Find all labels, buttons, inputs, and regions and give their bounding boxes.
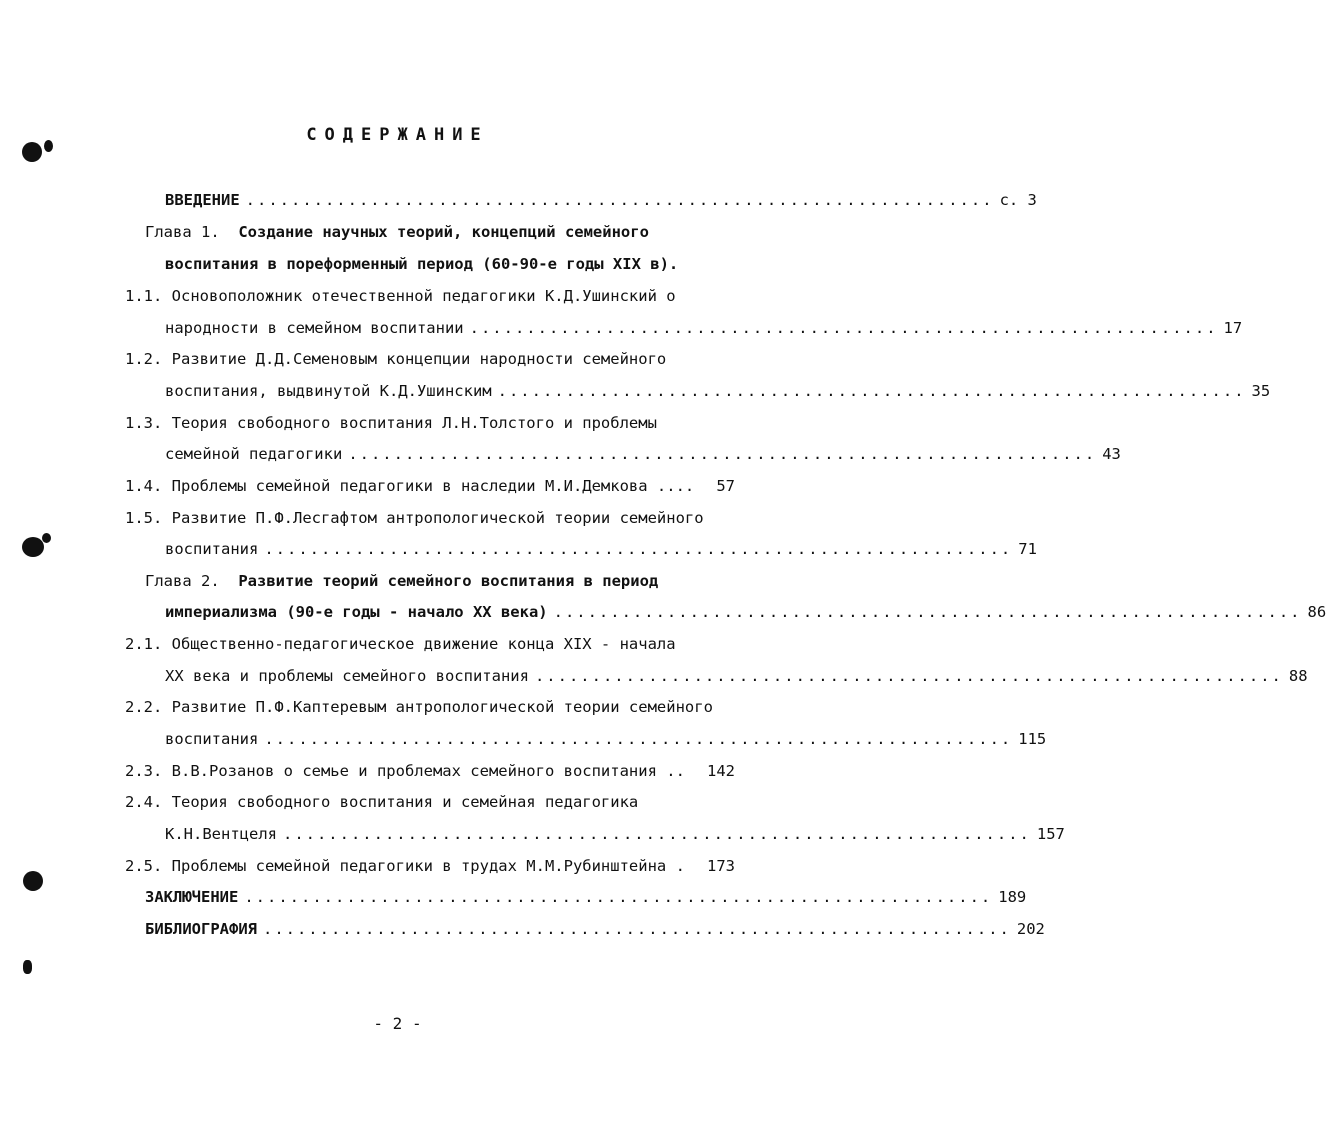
section-title: Проблемы семейной педагогики в наследии М.И.Демкова .... [171, 477, 695, 495]
toc-page: 142 [707, 762, 735, 780]
dot-leader: .................................................................. [282, 825, 1031, 843]
toc-section-1-3-cont [165, 442, 1121, 466]
section-title: В.В.Розанов о семье и проблемах семейного воспитания .. [171, 762, 685, 780]
toc-page: 88 [1288, 667, 1308, 685]
section-number: 2.1. [125, 635, 163, 653]
section-title-cont: К.Н.Вентцеля [165, 825, 277, 843]
section-title-cont: воспитания [165, 540, 259, 558]
dot-leader: .................................................................. [553, 603, 1302, 621]
section-title: Проблемы семейной педагогики в трудах М.М.Рубинштейна . [171, 857, 685, 875]
section-title: Развитие Д.Д.Семеновым концепции народности семейного [171, 350, 667, 368]
chapter-title: Развитие теорий семейного воспитания в период [238, 572, 659, 590]
toc-page: 35 [1251, 382, 1271, 400]
dot-leader: .................................................................. [348, 445, 1097, 463]
toc-section-2-1-cont [165, 664, 1308, 688]
section-number: 2.5. [125, 857, 163, 875]
dot-leader: .................................................................. [497, 382, 1246, 400]
toc-entry-introduction [165, 188, 1037, 212]
toc-entry-conclusion [145, 885, 1027, 909]
section-title: Основоположник отечественной педагогики К.Д.Ушинский о [171, 287, 676, 305]
section-number: 1.5. [125, 509, 163, 527]
toc-section-2-4 [125, 790, 735, 814]
ink-blot [22, 537, 44, 557]
chapter-title-cont: империализма (90-е годы - начало XX века) [165, 603, 548, 621]
toc-section-1-1 [125, 284, 735, 308]
dot-leader: .................................................................. [264, 540, 1013, 558]
toc-section-1-3 [125, 411, 735, 435]
toc-page: 57 [716, 477, 735, 495]
toc-label: ВВЕДЕНИЕ [165, 191, 240, 209]
toc-chapter-2-cont [165, 600, 1326, 624]
ink-blot [23, 871, 43, 891]
toc-section-1-5-cont [165, 537, 1037, 561]
section-title-cont: XX века и проблемы семейного воспитания [165, 667, 529, 685]
section-title: Развитие П.Ф.Каптеревым антропологической теории семейного [171, 698, 713, 716]
toc-page: с. 3 [999, 191, 1037, 209]
section-number: 2.2. [125, 698, 163, 716]
toc-page: 17 [1223, 319, 1243, 337]
section-number: 2.4. [125, 793, 163, 811]
section-number: 1.3. [125, 414, 163, 432]
dot-leader: .................................................................. [469, 319, 1218, 337]
page-title: СОДЕРЖАНИЕ [306, 125, 489, 145]
chapter-label: Глава 1. [145, 223, 220, 241]
toc-page: 115 [1018, 730, 1047, 748]
toc-section-1-1-cont [165, 316, 1243, 340]
chapter-label: Глава 2. [145, 572, 220, 590]
section-number: 1.4. [125, 477, 163, 495]
toc-chapter-2 [145, 569, 735, 593]
page-number: - 2 - [373, 1014, 422, 1033]
section-number: 1.2. [125, 350, 163, 368]
section-title: Общественно-педагогическое движение конца XIX - начала [171, 635, 676, 653]
toc-section-1-5 [125, 506, 735, 530]
section-number: 1.1. [125, 287, 163, 305]
toc-page: 157 [1036, 825, 1065, 843]
section-title-cont: семейной педагогики [165, 445, 343, 463]
toc-chapter-1 [145, 220, 735, 244]
toc-page: 189 [998, 888, 1027, 906]
dot-leader: .................................................................. [245, 191, 994, 209]
dot-leader: .................................................................. [262, 920, 1011, 938]
dot-leader: .................................................................. [264, 730, 1013, 748]
toc-section-2-2-cont [165, 727, 1047, 751]
ink-blot [23, 960, 32, 974]
toc-chapter-1-cont: воспитания в пореформенный период (60-90-е годы XIX в). [165, 255, 679, 273]
toc-section-2-4-cont [165, 822, 1065, 846]
toc-page: 173 [707, 857, 735, 875]
dot-leader: .................................................................. [244, 888, 993, 906]
toc-section-1-2 [125, 347, 735, 371]
toc-section-2-2 [125, 695, 735, 719]
toc-page: 71 [1018, 540, 1037, 558]
toc-page: 202 [1016, 920, 1045, 938]
section-title-cont: народности в семейном воспитании [165, 319, 464, 337]
dot-leader: .................................................................. [534, 667, 1283, 685]
toc-section-1-4 [125, 474, 735, 498]
toc-section-2-1 [125, 632, 735, 656]
toc-label: БИБЛИОГРАФИЯ [145, 920, 257, 938]
section-title: Теория свободного воспитания Л.Н.Толстого и проблемы [171, 414, 657, 432]
section-title: Развитие П.Ф.Лесгафтом антропологической теории семейного [171, 509, 704, 527]
toc-section-2-3 [125, 759, 735, 783]
chapter-title: Создание научных теорий, концепций семейного [238, 223, 649, 241]
section-title-cont: воспитания [165, 730, 259, 748]
ink-blot [22, 142, 42, 162]
toc-section-2-5 [125, 854, 735, 878]
toc-section-1-2-cont [165, 379, 1271, 403]
section-number: 2.3. [125, 762, 163, 780]
toc-label: ЗАКЛЮЧЕНИЕ [145, 888, 239, 906]
toc-page: 86 [1307, 603, 1326, 621]
section-title-cont: воспитания, выдвинутой К.Д.Ушинским [165, 382, 492, 400]
ink-blot [42, 533, 51, 543]
toc-page: 43 [1102, 445, 1121, 463]
section-title: Теория свободного воспитания и семейная педагогика [171, 793, 639, 811]
toc-entry-bibliography [145, 917, 1045, 941]
